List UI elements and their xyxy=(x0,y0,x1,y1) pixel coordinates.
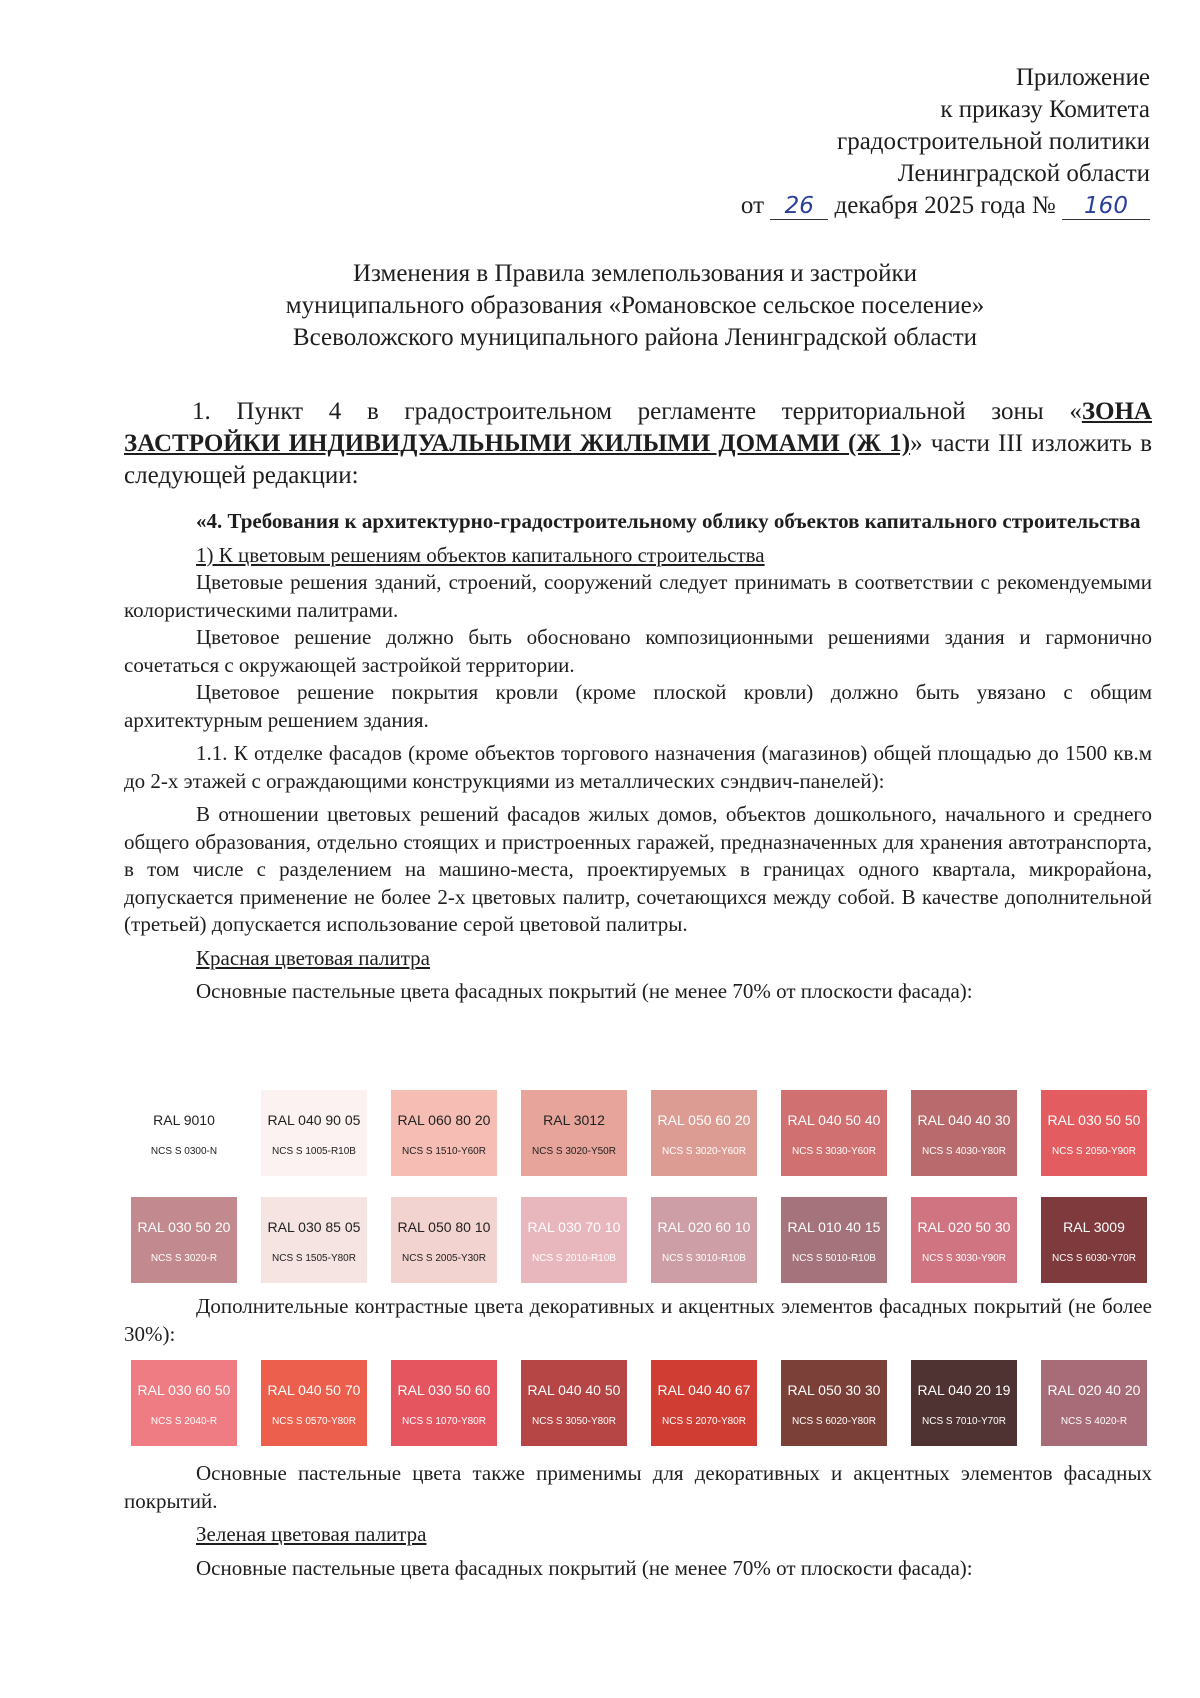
handwritten-number: 160 xyxy=(1084,193,1128,219)
item1-heading-text: 1) К цветовым решениям объектов капитального строительства xyxy=(196,542,765,567)
ral-code: RAL 020 60 10 xyxy=(657,1219,751,1235)
title-line: муниципального образования «Романовское сельское поселение» xyxy=(285,292,985,319)
ncs-code: NCS S 4020-R xyxy=(1060,1416,1128,1427)
body-paragraph: В отношении цветовых решений фасадов жилых домов, объектов дошкольного, начального и среднего общего образования, отдельно стоящих и пристроенных гаражей, предназначенных для хранения автотранспорта, в том числе с разделением на машино-места, проектируемых в границах одного квартала, микрорайона, допускается применение не более 2-х цветовых палитр, сочетающихся между собой. В качестве дополнительной (третьей) допускается использование серой цветовой палитры. xyxy=(124,802,1152,936)
color-swatch xyxy=(1041,1197,1147,1283)
ncs-code: NCS S 2005-Y30R xyxy=(402,1253,486,1264)
color-swatch xyxy=(131,1090,237,1176)
color-swatch xyxy=(781,1197,887,1283)
ral-code: RAL 040 50 70 xyxy=(267,1382,361,1398)
color-swatch xyxy=(1041,1360,1147,1446)
ncs-code: NCS S 2070-Y80R xyxy=(662,1416,746,1427)
color-swatch xyxy=(261,1360,367,1446)
ral-code: RAL 060 80 20 xyxy=(397,1112,491,1128)
appendix-line: к приказу Комитета xyxy=(940,96,1150,123)
body-paragraph: Цветовые решения зданий, строений, сооружений следует принимать в соответствии с рекомендуемыми колористическими палитрами. xyxy=(124,570,1152,622)
p1-before: 1. Пункт 4 в градостроительном регламенте территориальной зоны « xyxy=(192,398,1082,425)
ncs-code: NCS S 3020-R xyxy=(150,1253,218,1264)
ncs-code: NCS S 2010-R10B xyxy=(532,1253,616,1264)
appendix-line: Ленинградской области xyxy=(897,160,1150,187)
body-paragraph: Цветовое решение должно быть обосновано композиционными решениями здания и гармонично сочетаться с окружающей застройкой территории. xyxy=(124,625,1152,677)
ral-code: RAL 020 50 30 xyxy=(917,1219,1011,1235)
number-field xyxy=(1062,193,1150,220)
additional-colors-block xyxy=(124,1293,1152,1348)
ral-code: RAL 050 60 20 xyxy=(657,1112,751,1128)
color-swatch xyxy=(521,1197,627,1283)
paragraph-1 xyxy=(124,396,1152,492)
day-field xyxy=(770,193,828,220)
ral-code: RAL 040 40 50 xyxy=(527,1382,621,1398)
item1-heading xyxy=(124,542,1152,570)
zone-name: ЗОНА ЗАСТРОЙКИ ИНДИВИДУАЛЬНЫМИ ЖИЛЫМИ ДОМАМИ (Ж 1) xyxy=(124,398,1152,457)
ral-code: RAL 040 50 40 xyxy=(787,1112,881,1128)
color-swatch xyxy=(261,1197,367,1283)
closing-block xyxy=(124,1460,1152,1582)
ncs-code: NCS S 0300-N xyxy=(150,1146,218,1157)
ncs-code: NCS S 5010-R10B xyxy=(792,1253,876,1264)
section-body xyxy=(124,508,1152,1006)
additional-colors-label: Дополнительные контрастные цвета декоративных и акцентных элементов фасадных покрытий (не более 30%): xyxy=(124,1294,1152,1346)
color-swatch xyxy=(651,1197,757,1283)
ral-code: RAL 040 40 67 xyxy=(657,1382,751,1398)
color-swatch xyxy=(131,1360,237,1446)
ral-code: RAL 040 40 30 xyxy=(917,1112,1011,1128)
p1-after: » части III изложить в следующей редакции: xyxy=(124,430,1153,489)
swatch-row-main-2 xyxy=(131,1197,1136,1283)
color-swatch xyxy=(391,1090,497,1176)
ral-code: RAL 050 30 30 xyxy=(787,1382,881,1398)
ncs-code: NCS S 4030-Y80R xyxy=(922,1146,1006,1157)
ncs-code: NCS S 1505-Y80R xyxy=(272,1253,356,1264)
ncs-code: NCS S 6020-Y80R xyxy=(792,1416,876,1427)
ral-code: RAL 030 50 50 xyxy=(1047,1112,1141,1128)
color-swatch xyxy=(261,1090,367,1176)
ncs-code: NCS S 2040-R xyxy=(150,1416,218,1427)
ral-code: RAL 040 20 19 xyxy=(917,1382,1011,1398)
section-heading: «4. Требования к архитектурно-градостроительному облику объектов капитального строительства xyxy=(196,509,1141,533)
ncs-code: NCS S 1510-Y60R xyxy=(402,1146,486,1157)
swatch-row-main-1 xyxy=(131,1090,1141,1176)
color-swatch xyxy=(651,1360,757,1446)
appendix-line: Приложение xyxy=(1015,64,1150,91)
color-swatch xyxy=(911,1360,1017,1446)
title-line: Изменения в Правила землепользования и застройки xyxy=(352,260,918,287)
appendix-header xyxy=(741,62,1150,222)
ncs-code: NCS S 3050-Y80R xyxy=(532,1416,616,1427)
body-paragraph: 1.1. К отделке фасадов (кроме объектов торгового назначения (магазинов) общей площадью до 1500 кв.м до 2-х этажей с ограждающими конструкциями из металлических сэндвич-панелей): xyxy=(124,741,1152,793)
color-swatch xyxy=(781,1360,887,1446)
color-swatch xyxy=(911,1197,1017,1283)
ral-code: RAL 020 40 20 xyxy=(1047,1382,1141,1398)
ral-code: RAL 040 90 05 xyxy=(267,1112,361,1128)
color-swatch xyxy=(521,1360,627,1446)
color-swatch xyxy=(911,1090,1017,1176)
ncs-code: NCS S 0570-Y80R xyxy=(272,1416,356,1427)
appendix-line: градостроительной политики xyxy=(836,128,1150,155)
date-prefix: от xyxy=(740,192,765,219)
color-swatch xyxy=(1041,1090,1147,1176)
ncs-code: NCS S 7010-Y70R xyxy=(922,1416,1006,1427)
color-swatch xyxy=(391,1197,497,1283)
ncs-code: NCS S 2050-Y90R xyxy=(1052,1146,1136,1157)
ral-code: RAL 3009 xyxy=(1063,1219,1125,1235)
red-palette-title-text: Красная цветовая палитра xyxy=(196,945,430,970)
color-swatch xyxy=(391,1360,497,1446)
ral-code: RAL 030 60 50 xyxy=(137,1382,231,1398)
ncs-code: NCS S 3020-Y60R xyxy=(662,1146,746,1157)
ral-code: RAL 030 50 60 xyxy=(397,1382,491,1398)
ral-code: RAL 030 70 10 xyxy=(527,1219,621,1235)
ral-code: RAL 3012 xyxy=(543,1112,605,1128)
document-title xyxy=(120,258,1150,354)
note-main-colors: Основные пастельные цвета также применимы для декоративных и акцентных элементов фасадных покрытий. xyxy=(124,1461,1152,1513)
title-line: Всеволожского муниципального района Ленинградской области xyxy=(292,324,978,351)
color-swatch xyxy=(651,1090,757,1176)
color-swatch xyxy=(521,1090,627,1176)
green-palette-title xyxy=(124,1521,1152,1549)
ncs-code: NCS S 3030-Y60R xyxy=(792,1146,876,1157)
ncs-code: NCS S 3020-Y50R xyxy=(532,1146,616,1157)
ncs-code: NCS S 6030-Y70R xyxy=(1052,1253,1136,1264)
ncs-code: NCS S 1070-Y80R xyxy=(402,1416,486,1427)
green-main-colors-label: Основные пастельные цвета фасадных покрытий (не менее 70% от плоскости фасада): xyxy=(196,1555,973,1580)
green-palette-title-text: Зеленая цветовая палитра xyxy=(196,1522,427,1546)
ral-code: RAL 030 85 05 xyxy=(267,1219,361,1235)
appendix-date-line xyxy=(741,190,1150,222)
ral-code: RAL 030 50 20 xyxy=(137,1219,231,1235)
main-colors-label: Основные пастельные цвета фасадных покрытий (не менее 70% от плоскости фасада): xyxy=(196,979,973,1003)
ral-code: RAL 010 40 15 xyxy=(787,1219,881,1235)
ncs-code: NCS S 3010-R10B xyxy=(662,1253,746,1264)
ral-code: RAL 050 80 10 xyxy=(397,1219,491,1235)
ncs-code: NCS S 3030-Y90R xyxy=(922,1253,1006,1264)
ncs-code: NCS S 1005-R10B xyxy=(272,1146,356,1157)
date-middle: декабря 2025 года № xyxy=(834,192,1056,219)
red-palette-title xyxy=(124,945,1152,973)
body-paragraph: Цветовое решение покрытия кровли (кроме плоской кровли) должно быть увязано с общим архитектурным решением здания. xyxy=(124,680,1152,732)
swatch-row-additional xyxy=(131,1360,1141,1446)
color-swatch xyxy=(781,1090,887,1176)
handwritten-day: 26 xyxy=(784,193,814,219)
color-swatch xyxy=(131,1197,237,1283)
ral-code: RAL 9010 xyxy=(153,1112,215,1128)
